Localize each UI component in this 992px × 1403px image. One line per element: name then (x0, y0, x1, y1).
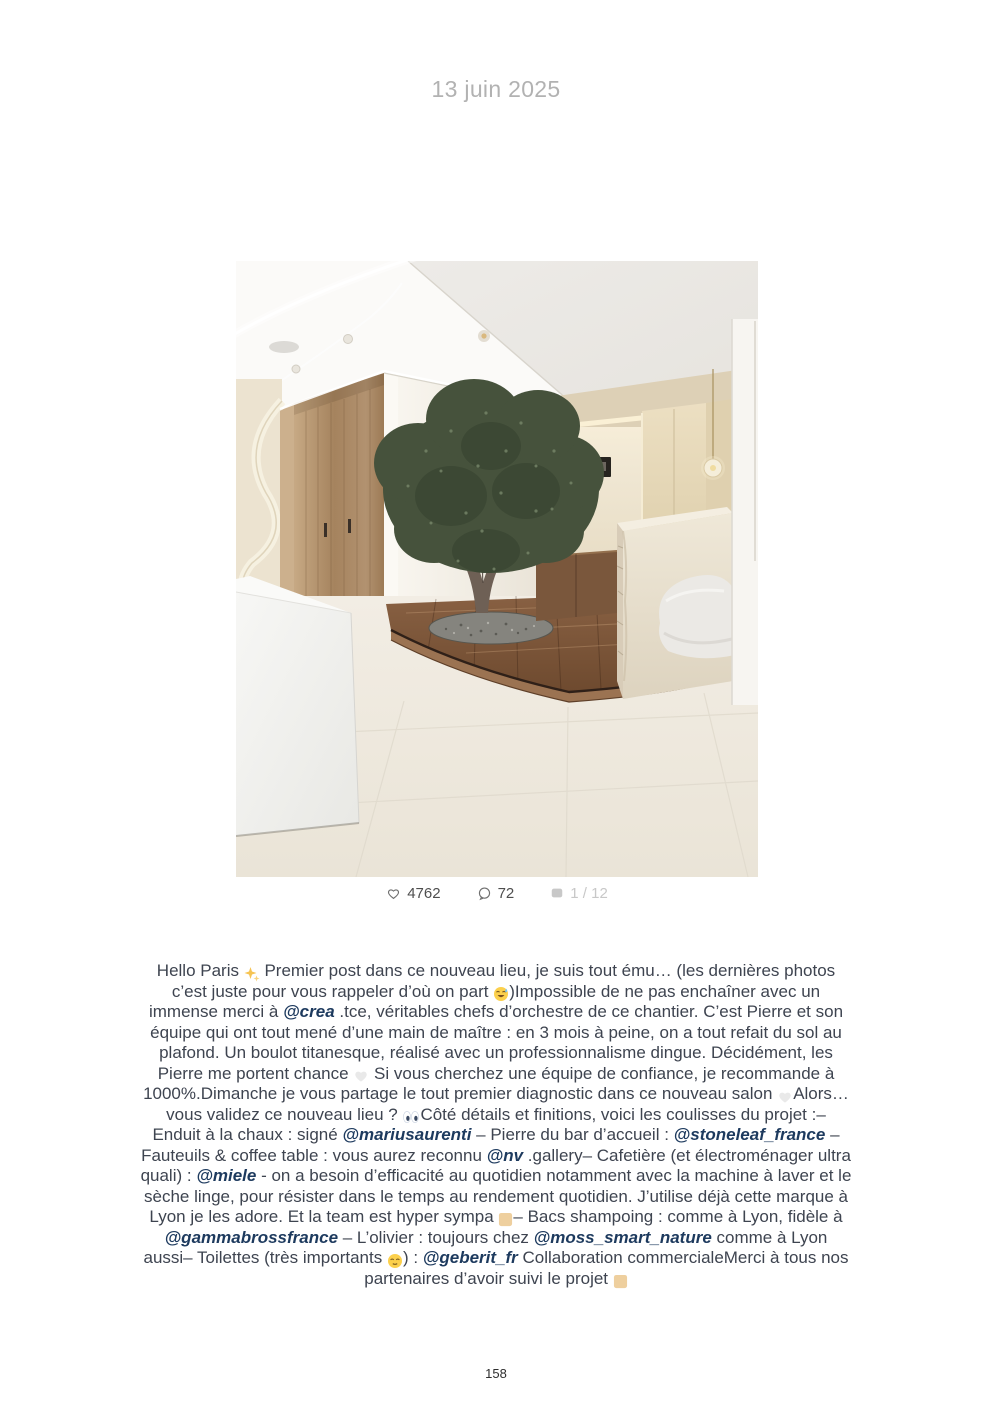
emoji-white-heart (777, 1089, 793, 1105)
mention-nv[interactable]: @nv (486, 1145, 524, 1165)
emoji-tan-square (498, 1212, 513, 1227)
page-number: 158 (485, 1366, 507, 1381)
cabinet-handle (348, 519, 351, 533)
ceiling-speaker (269, 341, 299, 353)
carousel-image-icon (550, 886, 564, 900)
comments-stat (477, 885, 515, 902)
likes-count: 4762 (407, 884, 441, 902)
gravel-circle (429, 612, 553, 644)
emoji-relieved-face (387, 1253, 403, 1269)
emoji-sparkles (244, 966, 260, 982)
comments-count: 72 (497, 884, 515, 902)
white-plinth (236, 576, 359, 836)
post-caption: Hello Paris Premier post dans ce nouveau lieu, je suis tout ému… (les dernières photos c’est juste pour vous rappeler d’où on part )Impossible de ne pas enchaîner avec un immense merci à @crea .tce, véritables chefs d’orchestre de ce chantier. C’est Pierre et son équipe qui ont tout mené d’une main de maître : en 3 mois à peine, on a tout refait du sol au plafond. Un boulot titanesque, réalisé avec un professionnalisme dingue. Décidément, les Pierre me portent chance Si vous cherchez une équipe de confiance, je recommande à 1000%.Dimanche je vous partage le tout premier diagnostic dans ce nouveau salon Alors… vous validez ce nouveau lieu ? Côté détails et finitions, voici les coulisses du projet :– Enduit à la chaux : signé @mariusaurenti – Pierre du bar d’accueil : @stoneleaf_france – Fauteuils & coffee table : vous aurez reconnu @nv .gallery– Cafetière (et électroménager ultra quali) : @miele - on a besoin d’efficacité au quotidien notamment avec la machine à laver et le sèche linge, pour résister dans le temps au rendement quotidien. J’utilise déjà cette marque à Lyon je les adore. Et la team est hyper sympa – Bacs shampoing : comme à Lyon, fidèle à @gammabrossfrance – L’olivier : toujours chez @moss_smart_nature comme à Lyon aussi– Toilettes (très importants ) : @geberit_fr Collaboration commercialeMerci à tous nos partenaires d’avoir suivi le projet (140, 961, 852, 1288)
cabinet-handle (324, 523, 327, 537)
post-photo (236, 261, 758, 877)
date-header: 13 juin 2025 (431, 76, 561, 102)
mention-crea[interactable]: @crea (283, 1002, 335, 1022)
emoji-eyes (402, 1110, 420, 1124)
post-stats (236, 881, 758, 905)
carousel-position: 1 / 12 (570, 884, 608, 902)
mention-mariusaurenti[interactable]: @mariusaurenti (342, 1125, 472, 1145)
mention-geberit_fr[interactable]: @geberit_fr (422, 1248, 518, 1268)
mention-stoneleaf_france[interactable]: @stoneleaf_france (673, 1125, 826, 1145)
emoji-tan-square (613, 1274, 628, 1289)
comment-bubble-icon (477, 886, 492, 901)
heart-outline-icon (386, 886, 401, 901)
mention-miele[interactable]: @miele (196, 1166, 257, 1186)
emoji-sweat-smile (493, 986, 509, 1002)
mention-moss_smart_nature[interactable]: @moss_smart_nature (533, 1227, 712, 1247)
likes-stat (386, 885, 440, 902)
mention-gammabrossfrance[interactable]: @gammabrossfrance (164, 1227, 339, 1247)
white-pillar (732, 319, 758, 705)
carousel-stat (550, 885, 608, 902)
emoji-white-heart (353, 1068, 369, 1084)
salon-interior-scene (236, 261, 758, 877)
